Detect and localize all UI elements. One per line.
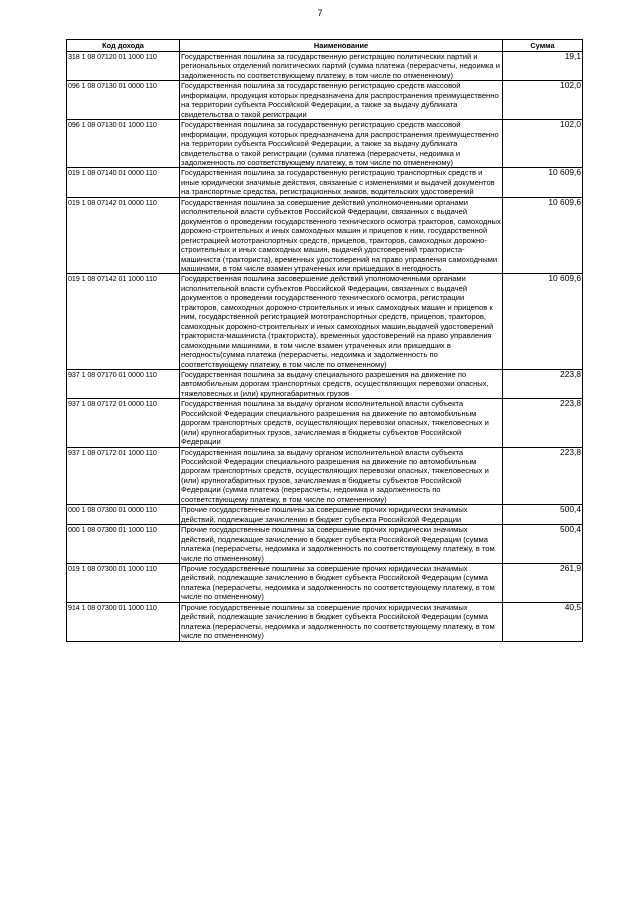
table-row — [67, 505, 583, 525]
table-row — [67, 399, 583, 447]
revenue-name: Государственная пошлина за выдачу органом исполнительной власти субъекта Российской Федерации специального разрешения на движение по автомобильным дорогам транспортных средств, осуществляющих перевозки опасных, тяжеловесных и (или) крупногабаритных грузов, зачисляемая в бюджеты субъектов Российской Федерации — [180, 399, 503, 447]
revenue-code: 914 1 08 07300 01 1000 110 — [67, 602, 180, 641]
header-code: Код дохода — [67, 40, 180, 52]
revenue-name: Государственная пошлина за государственную регистрацию средств массовой информации, продукция которых предназначена для распространения преимущественно на территории субъекта Российской Федерации, а также за выдачу дубликата свидетельства о такой регистрации — [180, 81, 503, 120]
table-row — [67, 52, 583, 81]
revenue-sum: 10 609,6 — [503, 168, 583, 197]
revenue-sum: 261,9 — [503, 564, 583, 603]
revenue-code: 019 1 08 07142 01 1000 110 — [67, 274, 180, 370]
revenue-name: Прочие государственные пошлины за совершение прочих юридически значимых действий, подлежащие зачислению в бюджет субъекта Российской Федерации — [180, 505, 503, 525]
revenue-name: Государственная пошлина засовершение действий уполномоченными органами исполнительной власти субъектов Российской Федерации, связанных с выдачей документов о проведении государственного технического осмотра, регистрации тракторов, самоходных дорожно-строительных и иных самоходных машин и прицепов к ним, государственной регистрацией мототранспортных средств, прицепов, тракторов, самоходных дорожно-строительных и иных самоходных машин,выдачей удостоверений тракториста-машиниста (тракториста), временных удостоверений на право управления самоходными машинами, в том числе взамен утраченных или пришедших в негодность(сумма платежа (перерасчеты, недоимка и задолженность по соответствующему платежу, в том числе по отмененному) — [180, 274, 503, 370]
revenue-sum: 10 609,6 — [503, 197, 583, 274]
revenue-sum: 102,0 — [503, 81, 583, 120]
page-number: 7 — [317, 8, 323, 18]
revenue-name: Прочие государственные пошлины за совершение прочих юридически значимых действий, подлежащие зачислению в бюджет субъекта Российской Федерации (сумма платежа (перерасчеты, недоимка и задолженность по соответствующему платежу, в том числе по отмененному) — [180, 525, 503, 564]
revenue-name: Прочие государственные пошлины за совершение прочих юридически значимых действий, подлежащие зачислению в бюджет субъекта Российской Федерации (сумма платежа (перерасчеты, недоимка и задолженность по соответствующему платежу, в том числе по отмененному) — [180, 602, 503, 641]
revenue-name: Прочие государственные пошлины за совершение прочих юридически значимых действий, подлежащие зачислению в бюджет субъекта Российской Федерации (сумма платежа (перерасчеты, недоимка и задолженность по соответствующему платежу, в том числе по отмененному) — [180, 564, 503, 603]
revenue-sum: 10 609,6 — [503, 274, 583, 370]
revenue-name: Государственная пошлина за выдачу органом исполнительной власти субъекта Российской Федерации специального разрешения на движение по автомобильным дорогам транспортных средств, осуществляющих перевозки опасных, тяжеловесных и (или) крупногабаритных грузов, зачисляемая в бюджеты субъектов Российской Федерации (сумма платежа (перерасчеты, недоимка и задолженность по соответствующему платежу, в том числе по отмененному) — [180, 447, 503, 505]
table-header-row — [67, 40, 583, 52]
table-row — [67, 369, 583, 398]
revenue-sum: 102,0 — [503, 120, 583, 168]
revenue-code: 000 1 08 07300 01 1000 110 — [67, 525, 180, 564]
revenue-name: Государственная пошлина за государственную регистрацию политических партий и региональных отделений политических партий (сумма платежа (перерасчеты, недоимка и задолженность по соответствующему платежу, в том числе по отмененному) — [180, 52, 503, 81]
revenue-code: 096 1 08 07130 01 1000 110 — [67, 120, 180, 168]
revenue-name: Государственная пошлина за государственную регистрацию средств массовой информации, продукция которых предназначена для распространения преимущественно на территории субъекта Российской Федерации, а также за выдачу дубликата свидетельства о такой регистрации (сумма платежа (перерасчеты, недоимка и задолженность по соответствующему платежу, в том числе по отмененному) — [180, 120, 503, 168]
header-name: Наименование — [180, 40, 503, 52]
table-row — [67, 447, 583, 505]
revenue-sum: 223,8 — [503, 447, 583, 505]
table-row — [67, 602, 583, 641]
header-sum: Сумма — [503, 40, 583, 52]
revenue-sum: 500,4 — [503, 505, 583, 525]
revenue-code: 000 1 08 07300 01 0000 110 — [67, 505, 180, 525]
revenue-code: 318 1 08 07120 01 1000 110 — [67, 52, 180, 81]
revenue-name: Государственная пошлина за выдачу специального разрешения на движение по автомобильным дорогам транспортных средств, осуществляющих перевозки опасных, тяжеловесных и (или) крупногабаритных грузов — [180, 369, 503, 398]
table-row — [67, 168, 583, 197]
revenue-name: Государственная пошлина за государственную регистрацию транспортных средств и иные юридически значимые действия, связанные с изменениями и выдачей документов на транспортные средства, регистрационных знаков, водительских удостоверений — [180, 168, 503, 197]
revenue-code: 937 1 08 07172 01 1000 110 — [67, 447, 180, 505]
revenue-code: 096 1 08 07130 01 0000 110 — [67, 81, 180, 120]
table-row — [67, 274, 583, 370]
table-row — [67, 81, 583, 120]
revenue-name: Государственная пошлина за совершение действий уполномоченными органами исполнительной власти субъектов Российской Федерации, связанных с выдачей документов о проведении государственного технического осмотра тракторов, самоходных дорожно-строительных и иных самоходных машин и прицепов к ним, государственной регистрацией мототранспортных средств, прицепов, тракторов, самоходных дорожно-строительных и иных самоходных машин, выдачей удостоверений тракториста-машиниста (тракториста), временных удостоверений на право управления самоходными машинами, в том числе взамен утраченных или пришедших в негодность — [181, 197, 501, 273]
table-row — [67, 564, 583, 603]
revenue-sum: 500,4 — [503, 525, 583, 564]
table-row — [67, 197, 583, 274]
revenue-sum: 223,8 — [503, 399, 583, 447]
revenue-sum: 40,5 — [503, 602, 583, 641]
revenue-code: 019 1 08 07142 01 0000 110 — [67, 197, 180, 274]
table-row — [67, 525, 583, 564]
table-row — [67, 120, 583, 168]
revenue-code: 019 1 08 07300 01 1000 110 — [67, 564, 180, 603]
revenue-code: 019 1 08 07140 01 0000 110 — [67, 168, 180, 197]
revenue-code: 937 1 08 07172 01 0000 110 — [67, 399, 180, 447]
revenue-sum: 19,1 — [503, 52, 583, 81]
revenue-sum: 223,8 — [503, 369, 583, 398]
revenue-table — [66, 39, 583, 642]
revenue-code: 937 1 08 07170 01 0000 110 — [67, 369, 180, 398]
